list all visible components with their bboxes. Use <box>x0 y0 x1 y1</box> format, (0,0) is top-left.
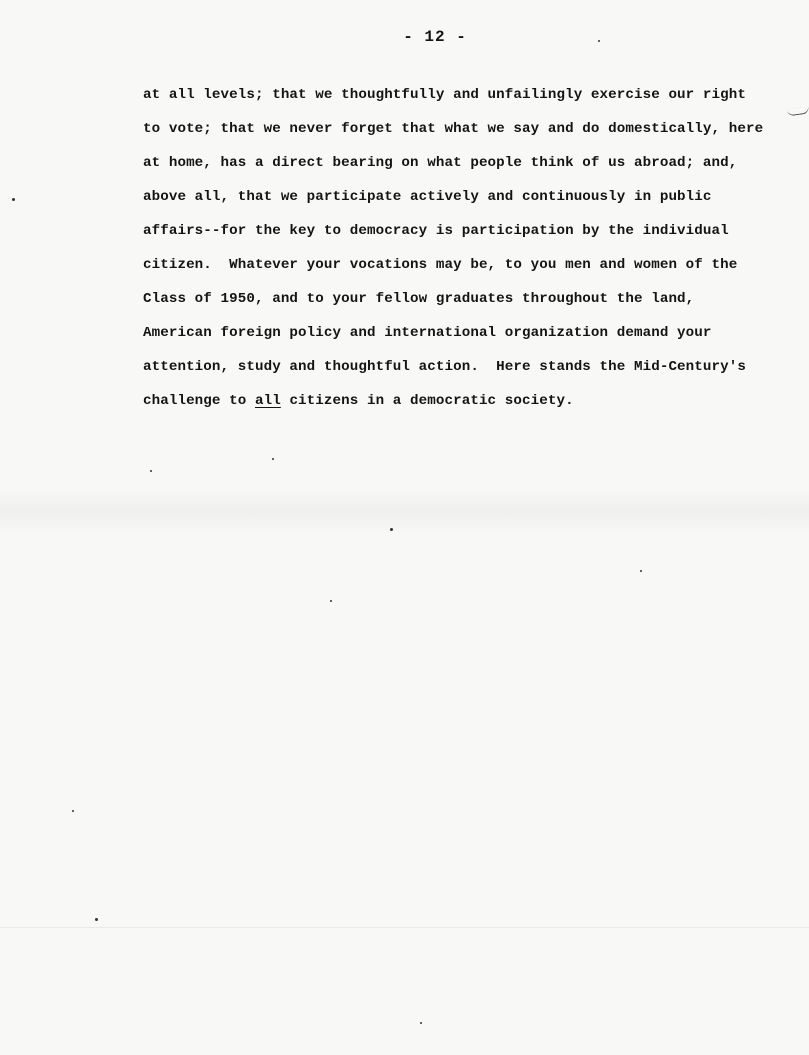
text-line: at home, has a direct bearing on what people think of us abroad; and, <box>143 155 738 171</box>
text-fragment: challenge to <box>143 393 255 409</box>
text-line: citizen. Whatever your vocations may be, to you men and women of the <box>143 257 738 273</box>
text-line: American foreign policy and international organization demand your <box>143 325 712 341</box>
text-line-final <box>143 384 773 418</box>
page-number: - 12 - <box>403 28 467 46</box>
margin-mark <box>787 107 809 117</box>
text-line: to vote; that we never forget that what we say and do domestically, here <box>143 121 764 137</box>
scan-speck <box>150 470 152 472</box>
body-text <box>143 78 773 418</box>
text-line: attention, study and thoughtful action. Here stands the Mid-Century's <box>143 359 746 375</box>
scan-speck <box>640 570 642 572</box>
text-line: affairs--for the key to democracy is participation by the individual <box>143 223 729 239</box>
scan-speck <box>95 918 98 921</box>
underlined-word: all <box>254 393 281 409</box>
text-line: above all, that we participate actively and continuously in public <box>143 189 712 205</box>
scan-speck <box>72 810 74 812</box>
scan-speck <box>272 458 274 460</box>
scan-speck <box>330 600 332 602</box>
scan-band <box>0 488 809 534</box>
text-line: Class of 1950, and to your fellow graduates throughout the land, <box>143 291 695 307</box>
scan-speck <box>12 198 15 201</box>
scan-speck <box>420 1022 422 1024</box>
fold-line <box>0 927 809 928</box>
text-fragment: citizens in a democratic society. <box>280 393 574 409</box>
text-line: at all levels; that we thoughtfully and unfailingly exercise our right <box>143 87 746 103</box>
scan-speck <box>598 40 600 42</box>
scan-speck <box>390 528 393 531</box>
